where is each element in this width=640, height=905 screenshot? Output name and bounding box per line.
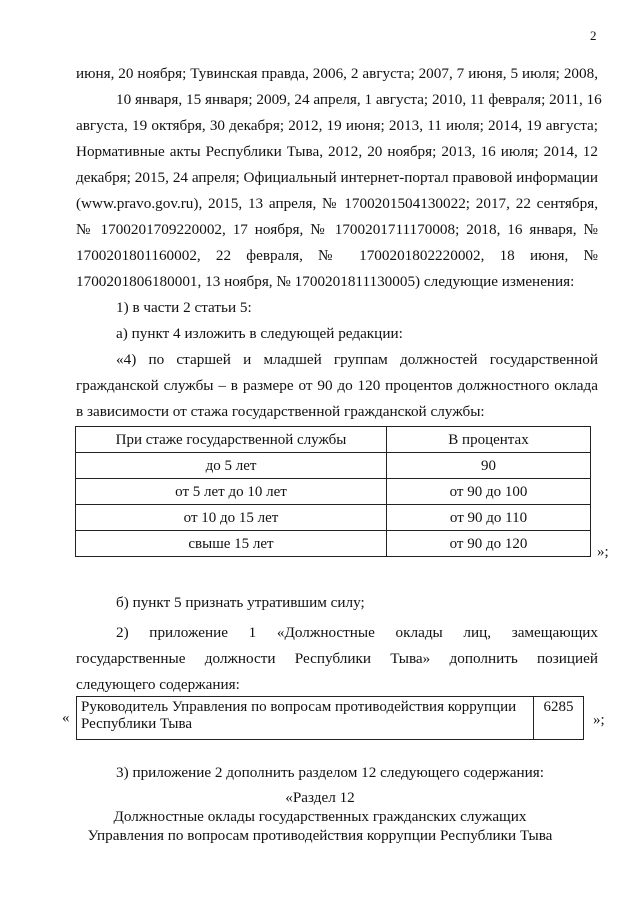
- table-cell: свыше 15 лет: [76, 531, 387, 557]
- closing-quote: »;: [593, 712, 605, 728]
- table-cell: 90: [387, 453, 591, 479]
- text-line: августа, 19 октября, 30 декабря; 2012, 19 июня; 2013, 11 июля; 2014, 19 августа;: [76, 117, 598, 134]
- table-row: [76, 479, 591, 505]
- table-cell: от 90 до 110: [387, 505, 591, 531]
- salary-value-cell: 6285: [534, 697, 584, 740]
- text-line: в зависимости от стажа государственной гражданской службы:: [76, 403, 485, 420]
- table-header-cell: При стаже государственной службы: [76, 427, 387, 453]
- page-number: 2: [590, 28, 597, 43]
- item-3: 3) приложение 2 дополнить разделом 12 следующего содержания:: [116, 764, 545, 781]
- text-line: следующего содержания:: [76, 676, 240, 693]
- text-line: № 1700201709220002, 17 ноября, № 1700201711170008; 2018, 16 января, №: [76, 221, 598, 238]
- item-1: 1) в части 2 статьи 5:: [116, 299, 252, 316]
- text-line: 10 января, 15 января; 2009, 24 апреля, 1 августа; 2010, 11 февраля; 2011, 16: [116, 91, 602, 108]
- section-heading-line: «Раздел 12: [285, 789, 355, 806]
- text-line: государственные должности Республики Тыва» дополнить позицией: [76, 650, 598, 667]
- text-line: 1700201801160002, 22 февраля, № 1700201802220002, 18 июня, №: [76, 247, 598, 264]
- section-heading-line: Управления по вопросам противодействия коррупции Республики Тыва: [87, 827, 553, 844]
- table-cell: от 10 до 15 лет: [76, 505, 387, 531]
- text-line: (www.pravo.gov.ru), 2015, 13 апреля, № 1700201504130022; 2017, 22 сентября,: [76, 195, 598, 212]
- table-row: [77, 697, 584, 740]
- table-cell: до 5 лет: [76, 453, 387, 479]
- text-line: «4) по старшей и младшей группам должностей государственной: [116, 351, 598, 368]
- table-cell: от 5 лет до 10 лет: [76, 479, 387, 505]
- item-2: [76, 620, 598, 698]
- section-heading: [0, 788, 640, 845]
- opening-quote: «: [62, 710, 70, 726]
- position-title-cell: Руководитель Управления по вопросам противодействия коррупции Республики Тыва: [77, 697, 534, 740]
- text-line: 1700201806180001, 13 ноября, № 1700201811130005) следующие изменения:: [76, 273, 575, 290]
- closing-quote: »;: [597, 544, 609, 560]
- table-header-cell: В процентах: [387, 427, 591, 453]
- item-b: б) пункт 5 признать утратившим силу;: [116, 594, 365, 611]
- table-row: [76, 453, 591, 479]
- table-cell: от 90 до 100: [387, 479, 591, 505]
- table-row: [76, 531, 591, 557]
- salary-percentage-table: [75, 426, 591, 557]
- amendment-history-paragraph: [76, 61, 602, 295]
- table-row: [76, 505, 591, 531]
- text-line: декабря; 2015, 24 апреля; Официальный интернет-портал правовой информации: [76, 169, 598, 186]
- point-4-quote: [76, 347, 598, 425]
- section-heading-line: Должностные оклады государственных гражданских служащих: [113, 808, 527, 825]
- item-a: а) пункт 4 изложить в следующей редакции:: [116, 325, 403, 342]
- table-cell: от 90 до 120: [387, 531, 591, 557]
- position-salary-table: [76, 696, 584, 740]
- table-header-row: [76, 427, 591, 453]
- text-line: июня, 20 ноября; Тувинская правда, 2006, 2 августа; 2007, 7 июня, 5 июля; 2008,: [76, 65, 598, 82]
- text-line: 2) приложение 1 «Должностные оклады лиц, замещающих: [116, 624, 598, 641]
- text-line: Нормативные акты Республики Тыва, 2012, 20 ноября; 2013, 16 июля; 2014, 12: [76, 143, 598, 160]
- text-line: гражданской службы – в размере от 90 до 120 процентов должностного оклада: [76, 377, 598, 394]
